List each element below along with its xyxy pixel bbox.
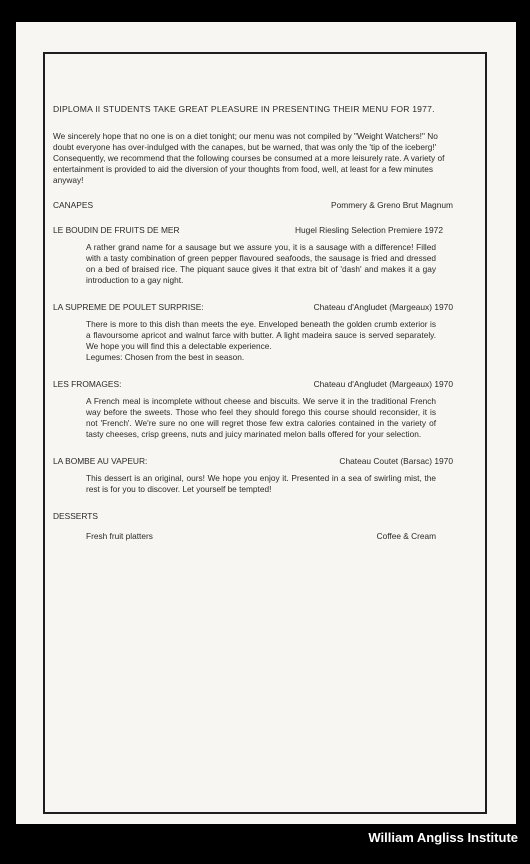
- course-canapes: [53, 200, 453, 211]
- course-description: This dessert is an original, ours! We hope you enjoy it. Presented in a sea of swirling mist, the rest is for you to discover. Let yourself be tempted!: [86, 473, 436, 494]
- course-extra: Legumes: Chosen from the best in season.: [86, 352, 245, 362]
- course-name: LA SUPREME DE POULET SURPRISE:: [53, 302, 204, 312]
- course-poulet: [53, 302, 453, 363]
- course-name: LES FROMAGES:: [53, 379, 122, 389]
- course-name: LE BOUDIN DE FRUITS DE MER: [53, 225, 180, 235]
- course-fromages: [53, 379, 453, 440]
- wine-pairing: Pommery & Greno Brut Magnum: [331, 200, 453, 210]
- course-description: A French meal is incomplete without cheese and biscuits. We serve it in the traditional French way before the sweets. Those who feel they should forego this course should reconsider, it is not 'French'. We're sure no one will regret those few extra calories contained in the variety of tasty cheeses, crisp greens, nuts and juicy marinated melon balls offered for your selection.: [86, 396, 436, 439]
- dessert-right: Coffee & Cream: [376, 531, 436, 541]
- menu-heading: DIPLOMA II STUDENTS TAKE GREAT PLEASURE IN PRESENTING THEIR MENU FOR 1977.: [53, 104, 435, 114]
- course-header: [53, 225, 453, 236]
- wine-pairing: Chateau Coutet (Barsac) 1970: [339, 456, 453, 466]
- course-header: [53, 200, 453, 211]
- wine-pairing: Chateau d'Angludet (Margeaux) 1970: [313, 302, 453, 312]
- menu-content: [53, 104, 453, 542]
- course-header: [53, 456, 453, 467]
- course-name: LA BOMBE AU VAPEUR:: [53, 456, 148, 466]
- course-desserts: [53, 511, 453, 542]
- course-name: DESSERTS: [53, 511, 98, 521]
- course-description: A rather grand name for a sausage but we assure you, it is a sausage with a difference! Filled with a tasty combination of green pepper flavoured seafoods, the sausage is fried and dressed on a bed of braised rice. The piquant sauce gives it that extra bit of 'dash' and makes it a gay introduction to a gay night.: [86, 242, 436, 285]
- institute-credit: William Angliss Institute: [368, 830, 518, 845]
- course-header: [53, 379, 453, 390]
- dessert-items: [86, 531, 436, 542]
- course-description: There is more to this dish than meets the eye. Enveloped beneath the golden crumb exterior is a flavoursome apricot and walnut farce with butter. A light madeira sauce is served separately. We hope you will find this a delectable experience.: [86, 319, 436, 351]
- wine-pairing: Chateau d'Angludet (Margeaux) 1970: [313, 379, 453, 389]
- course-boudin: [53, 225, 453, 286]
- dessert-left: Fresh fruit platters: [86, 531, 153, 541]
- course-header: [53, 511, 453, 522]
- course-name: CANAPES: [53, 200, 94, 210]
- wine-pairing: Hugel Riesling Selection Premiere 1972: [294, 225, 443, 235]
- course-header: [53, 302, 453, 313]
- intro-paragraph: We sincerely hope that no one is on a diet tonight; our menu was not compiled by "Weight Watchers!" No doubt everyone has over-indulged with the canapes, but be warned, that was only the 'tip of the iceberg!' Consequently, we recommend that the following courses be consumed at a more leisurely rate. A variety of entertainment is provided to aid the diversion of your thoughts from food, well, at least for a few minutes anyway!: [53, 131, 445, 185]
- course-bombe: [53, 456, 453, 495]
